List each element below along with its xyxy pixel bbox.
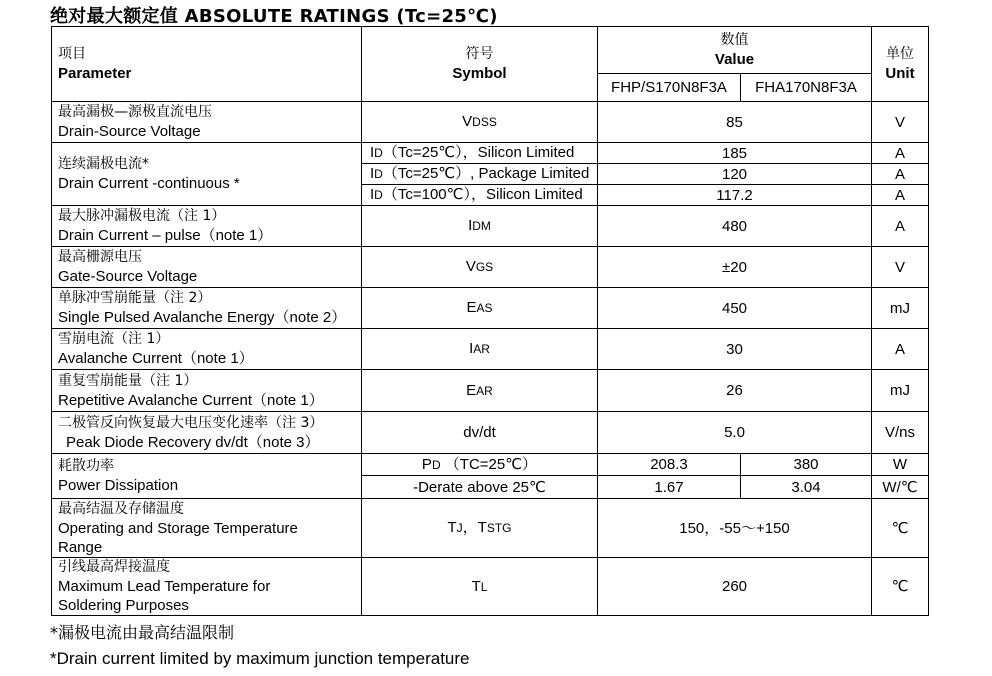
symbol-cell: -Derate above 25℃ [362, 476, 598, 499]
table-row [52, 206, 929, 247]
unit-cell: A [872, 329, 929, 370]
symbol-cell: dv/dt [362, 412, 598, 454]
table-row [52, 143, 929, 164]
table-row [52, 288, 929, 329]
value-cell-part-2: 3.04 [741, 476, 872, 499]
symbol-cell: TJ，TSTG [362, 499, 598, 558]
unit-cell: V/ns [872, 412, 929, 454]
header-part-1: FHP/S170N8F3A [598, 74, 741, 102]
unit-cell: mJ [872, 288, 929, 329]
param-cell: 引线最高焊接温度 Maximum Lead Temperature for Soldering Purposes [52, 558, 362, 616]
symbol-cell: EAR [362, 370, 598, 412]
param-cell: 耗散功率 Power Dissipation [52, 454, 362, 499]
value-cell: 26 [598, 370, 872, 412]
unit-cell: ℃ [872, 558, 929, 616]
param-cell: 二极管反向恢复最大电压变化速率（注 3） Peak Diode Recovery dv/dt（note 3） [52, 412, 362, 454]
param-cell: 最高结温及存储温度 Operating and Storage Temperature Range [52, 499, 362, 558]
table-row [52, 558, 929, 616]
header-part-2: FHA170N8F3A [741, 74, 872, 102]
param-cell: 雪崩电流（注 1） Avalanche Current（note 1） [52, 329, 362, 370]
value-cell: 120 [598, 164, 872, 185]
absolute-ratings-table [51, 26, 929, 616]
header-symbol: 符号 Symbol [362, 27, 598, 102]
value-cell: 5.0 [598, 412, 872, 454]
param-cell: 单脉冲雪崩能量（注 2） Single Pulsed Avalanche Energy（note 2） [52, 288, 362, 329]
value-cell: 150，-55～+150 [598, 499, 872, 558]
param-cell: 最高栅源电压 Gate-Source Voltage [52, 247, 362, 288]
table-row [52, 370, 929, 412]
table-row [52, 102, 929, 143]
header-value: 数值 Value [598, 27, 872, 74]
unit-cell: ℃ [872, 499, 929, 558]
value-cell-part-2: 380 [741, 454, 872, 476]
value-cell: 117.2 [598, 185, 872, 206]
unit-cell: A [872, 164, 929, 185]
value-cell-part-1: 208.3 [598, 454, 741, 476]
symbol-cell: IDM [362, 206, 598, 247]
page-title: 绝对最大额定值 ABSOLUTE RATINGS (Tc=25℃) [50, 6, 498, 27]
symbol-cell: TL [362, 558, 598, 616]
table-row [52, 454, 929, 476]
value-cell: 480 [598, 206, 872, 247]
footnote-cn: *漏极电流由最高结温限制 [50, 623, 235, 642]
value-cell: 30 [598, 329, 872, 370]
value-cell: 185 [598, 143, 872, 164]
symbol-cell: VGS [362, 247, 598, 288]
unit-cell: A [872, 185, 929, 206]
table-row [52, 329, 929, 370]
symbol-cell: IAR [362, 329, 598, 370]
value-cell: 85 [598, 102, 872, 143]
unit-cell: mJ [872, 370, 929, 412]
symbol-cell: ID（Tc=25℃），Silicon Limited [362, 143, 598, 164]
symbol-cell: EAS [362, 288, 598, 329]
unit-cell: W [872, 454, 929, 476]
param-cell: 重复雪崩能量（注 1） Repetitive Avalanche Current（note 1） [52, 370, 362, 412]
unit-cell: A [872, 206, 929, 247]
symbol-cell: ID（Tc=100℃），Silicon Limited [362, 185, 598, 206]
param-cell: 最高漏极—源极直流电压 Drain-Source Voltage [52, 102, 362, 143]
symbol-cell: PD （TC=25℃） [362, 454, 598, 476]
value-cell-part-1: 1.67 [598, 476, 741, 499]
table-header-row [52, 27, 929, 74]
symbol-cell: VDSS [362, 102, 598, 143]
value-cell: ±20 [598, 247, 872, 288]
value-cell: 260 [598, 558, 872, 616]
table-row [52, 499, 929, 558]
table-row [52, 247, 929, 288]
header-parameter: 项目 Parameter [52, 27, 362, 102]
unit-cell: W/℃ [872, 476, 929, 499]
footnote-en: *Drain current limited by maximum junction temperature [50, 649, 470, 668]
table-row [52, 412, 929, 454]
unit-cell: V [872, 102, 929, 143]
unit-cell: A [872, 143, 929, 164]
param-cell: 连续漏极电流* Drain Current -continuous * [52, 143, 362, 206]
value-cell: 450 [598, 288, 872, 329]
symbol-cell: ID（Tc=25℃）, Package Limited [362, 164, 598, 185]
param-cell: 最大脉冲漏极电流（注 1） Drain Current – pulse（note 1） [52, 206, 362, 247]
unit-cell: V [872, 247, 929, 288]
header-unit: 单位 Unit [872, 27, 929, 102]
